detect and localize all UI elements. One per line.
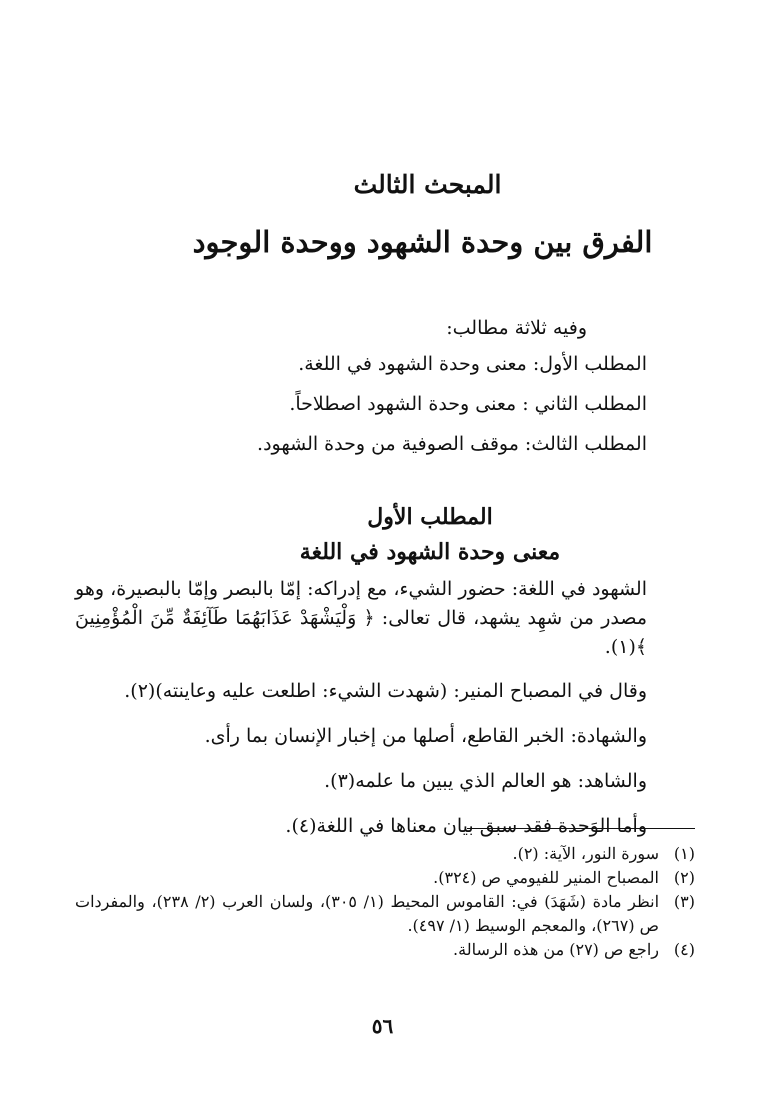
section-list-item: المطلب الأول: معنى وحدة الشهود في اللغة. [298,353,647,375]
section-list-item: المطلب الثاني : معنى وحدة الشهود اصطلاحاً. [289,393,647,415]
paragraph-shahid: والشاهد: هو العالم الذي يبين ما علمه(٣). [324,770,647,792]
footnotes-list [75,842,695,962]
paragraph-misbah: وقال في المصباح المنير: (شهدت الشيء: اطلعت عليه وعاينته)(٢). [124,680,647,702]
section-list-item: المطلب الثالث: موقف الصوفية من وحدة الشهود. [257,433,647,455]
footnote-item [75,866,695,890]
page-number: ٥٦ [371,1014,394,1038]
footnote-item [75,890,695,938]
paragraph-wahda: وأما الوَحدة فقد سبق بيان معناها في اللغة(٤). [285,815,647,837]
body-text [75,575,647,857]
section-heading: المطلب الأول [367,504,493,530]
footnote-item [75,938,695,962]
footnote-text: سورة النور، الآية: (٢). [512,844,659,863]
section-subtitle: معنى وحدة الشهود في اللغة [299,539,561,565]
chapter-number: المبحث الثالث [353,170,502,199]
footnote-number: (١) [673,844,695,863]
footnote-text: انظر مادة (شَهَدَ) في: القاموس المحيط (١/ ٣٠٥)، ولسان العرب (٢/ ٢٣٨)، والمفردات ص (٢٦٧)، والمعجم الوسيط (١/ ٤٩٧). [75,892,660,935]
section-list [257,350,647,470]
chapter-title: الفرق بين وحدة الشهود ووحدة الوجود [192,225,653,259]
footnote-number: (٤) [673,940,695,959]
footnote-item [75,842,695,866]
footnote-text: راجع ص (٢٧) من هذه الرسالة. [453,940,659,959]
sections-intro: وفيه ثلاثة مطالب: [446,317,587,339]
footnote-text: المصباح المنير للفيومي ص (٣٢٤). [433,868,659,887]
footnote-number: (٢) [673,868,695,887]
paragraph-definition: الشهود في اللغة: حضور الشيء، مع إدراكه: إمّا بالبصر وإمّا بالبصيرة، وهو مصدر من شهِد يشهد، قال تعالى: ﴿ وَلْيَشْهَدْ عَذَابَهُمَا طَآئِفَةٌ مِّنَ الْمُؤْمِنِينَ ﴾(١). [75,578,647,658]
footnote-number: (٣) [673,892,695,911]
footnote-divider [467,828,695,829]
paragraph-shahada: والشهادة: الخبر القاطع، أصلها من إخبار الإنسان بما رأى. [204,725,647,747]
